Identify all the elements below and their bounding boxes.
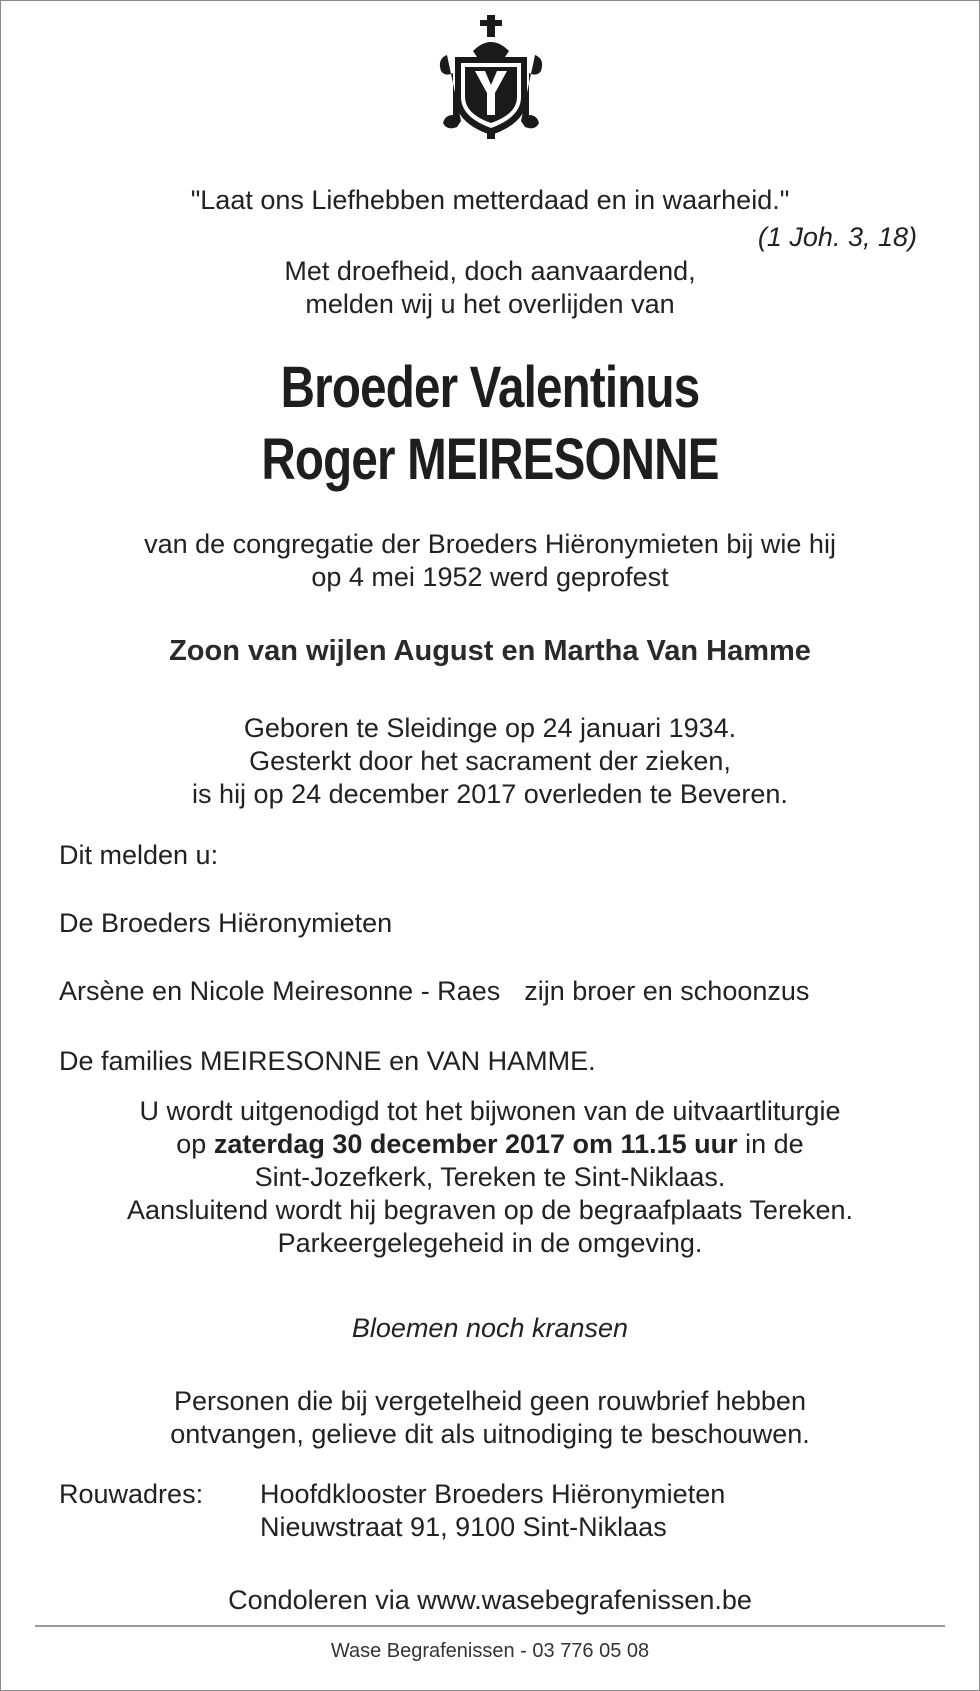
invitation-line: ontvangen, gelieve dit als uitnodiging te beschouwen. <box>170 1419 810 1449</box>
funeral-pre: op <box>176 1129 207 1159</box>
address-label: Rouwadres: <box>59 1479 204 1509</box>
funeral-home-footer: Wase Begrafenissen - 03 776 05 08 <box>330 1640 650 1662</box>
invitation-line: Personen die bij vergetelheid geen rouwbrief hebben <box>174 1386 806 1416</box>
death-line: is hij op 24 december 2017 overleden te Beveren. <box>192 779 788 809</box>
congregation-text <box>1 528 979 594</box>
announcers-label: Dit melden u: <box>59 840 219 870</box>
sacrament-line: Gesterkt door het sacrament der zieken, <box>249 746 731 776</box>
announcer-name: Arsène en Nicole Meiresonne - Raes <box>59 976 501 1006</box>
funeral-details <box>1 1095 979 1260</box>
deceased-name-line: Roger MEIRESONNE <box>261 427 719 492</box>
announcer-relation: zijn broer en schoonzus <box>524 976 810 1006</box>
funeral-line: Aansluitend wordt hij begraven op de begraafplaats Tereken. <box>127 1195 853 1225</box>
bible-quote: "Laat ons Liefhebben metterdaad en in waarheid." <box>190 185 790 215</box>
congregation-line: van de congregatie der Broeders Hiëronymieten bij wie hij <box>144 529 836 559</box>
intro-line: melden wij u het overlijden van <box>305 289 675 319</box>
footer-divider <box>35 1625 945 1627</box>
announcer-entry: De Broeders Hiëronymieten <box>59 908 393 938</box>
life-dates <box>1 712 979 811</box>
brotherhood-crest-icon <box>431 11 551 141</box>
deceased-name <box>89 352 891 496</box>
condolence-link[interactable]: Condoleren via www.wasebegrafenissen.be <box>228 1585 752 1615</box>
announcer-entry: De families MEIRESONNE en VAN HAMME. <box>59 1046 596 1076</box>
funeral-datetime-line <box>1 1128 979 1161</box>
address-line: Hoofdklooster Broeders Hiëronymieten <box>260 1479 726 1509</box>
address-lines <box>260 1478 725 1544</box>
congregation-line: op 4 mei 1952 werd geprofest <box>311 562 669 592</box>
flowers-note: Bloemen noch kransen <box>351 1313 629 1343</box>
address-line: Nieuwstraat 91, 9100 Sint-Niklaas <box>260 1512 667 1542</box>
intro-line: Met droefheid, doch aanvaardend, <box>284 256 696 286</box>
deceased-name-line: Broeder Valentinus <box>280 355 700 420</box>
birth-line: Geboren te Sleidinge op 24 januari 1934. <box>243 713 737 743</box>
bible-reference: (1 Joh. 3, 18) <box>757 222 917 252</box>
announcer-entry <box>59 975 809 1008</box>
funeral-datetime: zaterdag 30 december 2017 om 11.15 uur <box>213 1129 738 1159</box>
invitation-note <box>1 1385 979 1451</box>
funeral-post: in de <box>745 1129 804 1159</box>
funeral-line: U wordt uitgenodigd tot het bijwonen van de uitvaartliturgie <box>139 1096 841 1126</box>
intro-text <box>1 255 979 321</box>
funeral-line: Sint-Jozefkerk, Tereken te Sint-Niklaas. <box>254 1162 726 1192</box>
parents-line: Zoon van wijlen August en Martha Van Hamme <box>169 635 811 667</box>
funeral-line: Parkeergelegeheid in de omgeving. <box>277 1228 703 1258</box>
crest-graphic <box>431 11 551 141</box>
